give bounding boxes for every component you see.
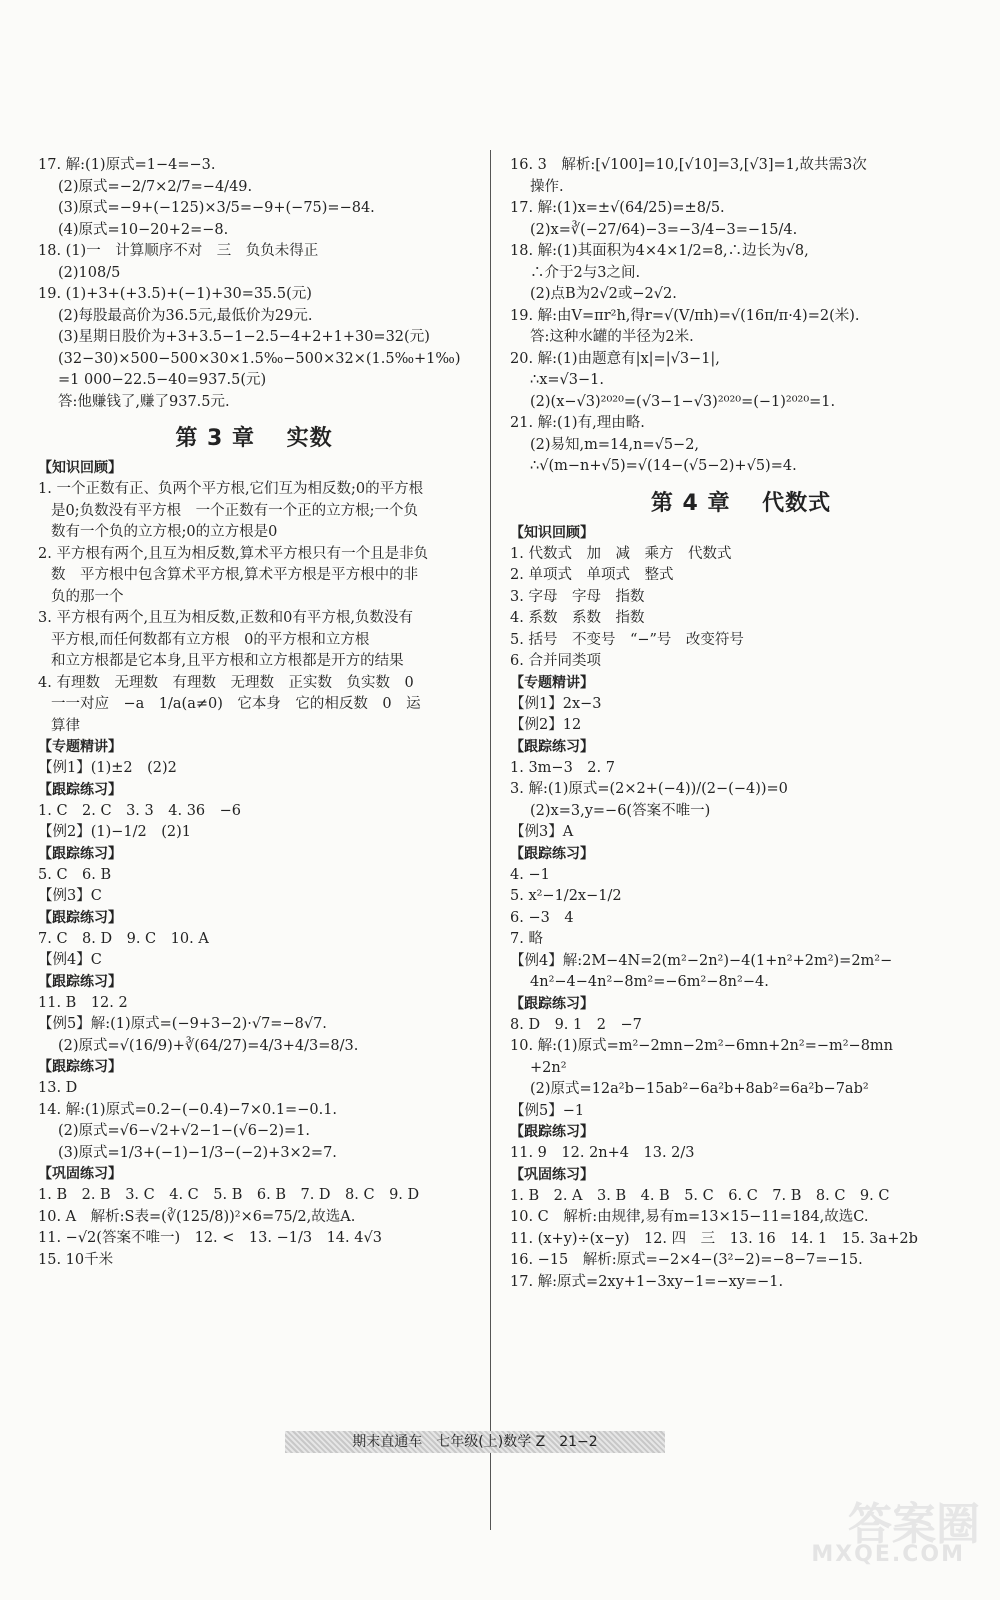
- section-heading: 【跟踪练习】: [38, 781, 122, 798]
- answer-line: 16. 3 解析:[√100]=10,[√10]=3,[√3]=1,故共需3次: [510, 157, 867, 173]
- answer-line: (3)星期日股价为+3+3.5−1−2.5−4+2+1+30=32(元): [58, 329, 430, 345]
- page-footer: 期末直通车 七年级(上)数学 Z 21−2: [285, 1431, 665, 1453]
- answer-line: 3. 字母 字母 指数: [510, 588, 645, 605]
- section-heading: 【巩固练习】: [510, 1166, 594, 1183]
- answer-line: 18. 解:(1)其面积为4×4×1/2=8,∴边长为√8,: [510, 243, 809, 259]
- answer-line: 【例2】(1)−1/2 (2)1: [38, 824, 192, 840]
- answer-line: =1 000−22.5−40=937.5(元): [58, 372, 267, 388]
- answer-line: 10. C 解析:由规律,易有m=13×15−11=184,故选C.: [510, 1209, 869, 1225]
- answer-line: 10. A 解析:S表=(∛(125/8))²×6=75/2,故选A.: [38, 1208, 356, 1225]
- left-column: [38, 155, 470, 1271]
- answer-line: 【例3】A: [510, 824, 574, 840]
- section-heading: 【跟踪练习】: [510, 845, 594, 862]
- watermark-url: MXQE.COM: [811, 1542, 965, 1567]
- answer-line: 负的那一个: [51, 588, 124, 605]
- answer-line: (2)(x−√3)²⁰²⁰=(√3−1−√3)²⁰²⁰=(−1)²⁰²⁰=1.: [530, 393, 836, 410]
- section-heading: 【跟踪练习】: [510, 995, 594, 1012]
- answer-line: 【例4】解:2M−4N=2(m²−2n²)−4(1+n²+2m²)=2m²−: [510, 952, 893, 969]
- answer-line: 6. 合并同类项: [510, 653, 601, 669]
- answer-line: 6. −3 4: [510, 909, 574, 926]
- answer-line: 7. 略: [510, 931, 543, 947]
- answer-line: 【例3】C: [38, 888, 102, 904]
- answer-line: 17. 解:(1)x=±√(64/25)=±8/5.: [510, 200, 725, 216]
- answer-line: 是0;负数没有平方根 一个正数有一个正的立方根;一个负: [51, 502, 418, 519]
- answer-line: 7. C 8. D 9. C 10. A: [38, 930, 209, 947]
- answer-line: 3. 平方根有两个,且互为相反数,正数和0有平方根,负数没有: [38, 610, 413, 626]
- answer-line: 17. 解:(1)原式=1−4=−3.: [38, 157, 216, 173]
- answer-line: (3)原式=1/3+(−1)−1/3−(−2)+3×2=7.: [58, 1144, 337, 1161]
- answer-line: 操作.: [530, 178, 564, 195]
- answer-line: 8. D 9. 1 2 −7: [510, 1016, 642, 1033]
- section-heading: 【专题精讲】: [38, 739, 122, 755]
- answer-line: 【例2】12: [510, 717, 582, 733]
- section-heading: 【专题精讲】: [510, 674, 594, 691]
- answer-line: (2)108/5: [58, 264, 121, 281]
- answer-line: 13. D: [38, 1080, 78, 1096]
- section-heading: 【跟踪练习】: [510, 1124, 594, 1140]
- section-heading: 【跟踪练习】: [510, 738, 594, 755]
- answer-line: ∴x=√3−1.: [530, 372, 605, 388]
- answer-line: 1. 一个正数有正、负两个平方根,它们互为相反数;0的平方根: [38, 481, 424, 497]
- answer-line: 答:他赚钱了,赚了937.5元.: [58, 393, 230, 410]
- answer-line: 4. 有理数 无理数 有理数 无理数 正实数 负实数 0: [38, 674, 414, 691]
- answer-line: 4. −1: [510, 866, 550, 883]
- answer-line: (2)原式=√(16/9)+∛(64/27)=4/3+4/3=8/3.: [58, 1037, 359, 1054]
- answer-line: 15. 10千米: [38, 1251, 114, 1268]
- chapter-title: 第 3 章 实数: [175, 426, 333, 451]
- answer-line: 1. 3m−3 2. 7: [510, 759, 615, 776]
- answer-line: 答:这种水罐的半径为2米.: [530, 329, 694, 345]
- answer-line: (4)原式=10−20+2=−8.: [58, 221, 229, 238]
- answer-line: (3)原式=−9+(−125)×3/5=−9+(−75)=−84.: [58, 200, 375, 216]
- answer-line: 11. 9 12. 2n+4 13. 2/3: [510, 1145, 695, 1161]
- answer-line: 19. (1)+3+(+3.5)+(−1)+30=35.5(元): [38, 286, 312, 302]
- column-divider: [490, 150, 491, 1530]
- answer-line: +2n²: [530, 1059, 567, 1076]
- section-heading: 【知识回顾】: [510, 524, 594, 541]
- answer-line: (2)点B为2√2或−2√2.: [530, 286, 677, 302]
- watermark-logo: 答案圈: [848, 1499, 980, 1550]
- answer-line: 【例5】−1: [510, 1102, 585, 1119]
- answer-line: 和立方根都是它本身,且平方根和立方根都是开方的结果: [51, 653, 404, 669]
- answer-line: 21. 解:(1)有,理由略.: [510, 415, 645, 431]
- answer-line: (2)x=3,y=−6(答案不唯一): [530, 802, 711, 819]
- answer-line: (2)原式=−2/7×2/7=−4/49.: [58, 178, 253, 195]
- answer-line: ∴√(m−n+√5)=√(14−(√5−2)+√5)=4.: [530, 458, 797, 474]
- section-heading: 【跟踪练习】: [38, 973, 122, 990]
- answer-line: 2. 平方根有两个,且互为相反数,算术平方根只有一个且是非负: [38, 545, 429, 562]
- section-heading: 【跟踪练习】: [38, 909, 122, 926]
- answer-line: 14. 解:(1)原式=0.2−(−0.4)−7×0.1=−0.1.: [38, 1101, 338, 1118]
- section-heading: 【巩固练习】: [38, 1166, 122, 1182]
- answer-line: 11. B 12. 2: [38, 994, 128, 1011]
- answer-line: 1. B 2. B 3. C 4. C 5. B 6. B 7. D 8. C 9. D: [38, 1187, 420, 1203]
- answer-line: 1. B 2. A 3. B 4. B 5. C 6. C 7. B 8. C 9. C: [510, 1187, 890, 1204]
- answer-line: 一一对应 −a 1/a(a≠0) 它本身 它的相反数 0 运: [51, 696, 421, 712]
- answer-line: (32−30)×500−500×30×1.5‰−500×32×(1.5‰+1‰): [58, 350, 461, 367]
- answer-line: 11. (x+y)÷(x−y) 12. 四 三 13. 16 14. 1 15. 3a+2b: [510, 1230, 918, 1247]
- answer-line: 2. 单项式 单项式 整式: [510, 567, 674, 583]
- answer-line: 数 平方根中包含算术平方根,算术平方根是平方根中的非: [51, 567, 419, 583]
- answer-line: 10. 解:(1)原式=m²−2mn−2m²−6mn+2n²=−m²−8mn: [510, 1038, 894, 1054]
- answer-line: 5. C 6. B: [38, 866, 112, 883]
- answer-line: (2)x=∛(−27/64)−3=−3/4−3=−15/4.: [530, 221, 798, 238]
- answer-line: (2)每股最高价为36.5元,最低价为29元.: [58, 307, 313, 324]
- answer-line: (2)原式=√6−√2+√2−1−(√6−2)=1.: [58, 1123, 311, 1139]
- answer-line: 4. 系数 系数 指数: [510, 610, 645, 626]
- answer-line: 【例1】2x−3: [510, 695, 602, 712]
- answer-line: 16. −15 解析:原式=−2×4−(3²−2)=−8−7=−15.: [510, 1252, 863, 1268]
- answer-line: 5. x²−1/2x−1/2: [510, 888, 622, 904]
- answer-line: 20. 解:(1)由题意有|x|=|√3−1|,: [510, 350, 720, 367]
- answer-line: 19. 解:由V=πr²h,得r=√(V/πh)=√(16π/π·4)=2(米).: [510, 307, 860, 324]
- answer-line: 11. −√2(答案不唯一) 12. < 13. −1/3 14. 4√3: [38, 1230, 382, 1246]
- answer-line: 17. 解:原式=2xy+1−3xy−1=−xy=−1.: [510, 1273, 784, 1290]
- answer-line: 1. 代数式 加 减 乘方 代数式: [510, 545, 732, 562]
- section-heading: 【知识回顾】: [38, 460, 122, 476]
- answer-line: 算律: [51, 717, 80, 734]
- answer-line: 【例5】解:(1)原式=(−9+3−2)·√7=−8√7.: [38, 1016, 327, 1032]
- answer-line: 18. (1)一 计算顺序不对 三 负负未得正: [38, 243, 319, 259]
- section-heading: 【跟踪练习】: [38, 1059, 122, 1075]
- answer-line: 平方根,而任何数都有立方根 0的平方根和立方根: [51, 631, 370, 648]
- answer-line: 3. 解:(1)原式=(2×2+(−4))/(2−(−4))=0: [510, 781, 788, 797]
- answer-line: 4n²−4−4n²−8m²=−6m²−8n²−4.: [530, 974, 769, 990]
- answer-line: 1. C 2. C 3. 3 4. 36 −6: [38, 802, 242, 819]
- answer-line: 【例1】(1)±2 (2)2: [38, 760, 177, 776]
- answer-line: (2)易知,m=14,n=√5−2,: [530, 436, 700, 453]
- answer-line: 5. 括号 不变号 “−”号 改变符号: [510, 631, 744, 648]
- answer-line: (2)原式=12a²b−15ab²−6a²b+8ab²=6a²b−7ab²: [530, 1081, 869, 1097]
- section-heading: 【跟踪练习】: [38, 845, 122, 862]
- answer-line: 【例4】C: [38, 952, 102, 968]
- chapter-title: 第 4 章 代数式: [650, 490, 832, 516]
- right-column: [510, 155, 972, 1293]
- answer-line: 数有一个负的立方根;0的立方根是0: [51, 524, 278, 540]
- answer-line: ∴介于2与3之间.: [530, 264, 641, 281]
